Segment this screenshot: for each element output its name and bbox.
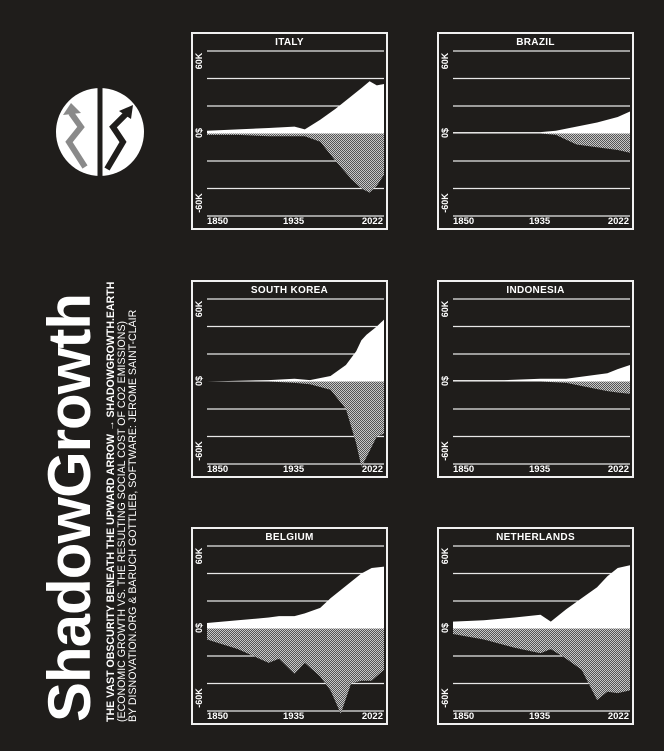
x-label-end: 2022	[607, 216, 629, 227]
x-label-end: 2022	[607, 711, 629, 722]
chart-title: SOUTH KOREA	[250, 285, 329, 296]
chart-title: INDONESIA	[506, 285, 565, 296]
x-label-end: 2022	[607, 464, 629, 475]
y-label-top: 60K	[194, 547, 204, 565]
x-label-start: 1850	[453, 711, 475, 722]
x-label-start: 1850	[453, 464, 475, 475]
chart-panel-netherlands	[437, 527, 634, 725]
chart-panel-south-korea	[191, 280, 388, 478]
x-label-end: 2022	[361, 216, 383, 227]
split-circle-arrows-icon	[55, 87, 145, 177]
subtitle-line-1: THE VAST OBSCURITY BENEATH THE UPWARD ARROW → SHADOWGROWTH.EARTH	[105, 281, 117, 722]
chart-panel-brazil	[437, 32, 634, 230]
page-title: ShadowGrowth	[36, 294, 103, 722]
y-label-zero: 0$	[440, 127, 450, 138]
y-label-bottom: -60K	[440, 688, 450, 708]
chart-plot	[439, 282, 636, 480]
chart-title: ITALY	[275, 37, 304, 48]
shadow-area	[453, 382, 630, 394]
x-label-mid: 1935	[283, 711, 305, 722]
growth-area	[207, 81, 384, 133]
growth-area	[453, 365, 630, 382]
chart-plot	[439, 529, 636, 727]
y-label-top: 60K	[440, 300, 450, 318]
y-label-zero: 0$	[440, 622, 450, 633]
x-label-mid: 1935	[529, 216, 551, 227]
growth-area	[207, 567, 384, 629]
y-label-top: 60K	[440, 52, 450, 70]
y-label-bottom: -60K	[440, 193, 450, 213]
y-label-zero: 0$	[194, 375, 204, 386]
y-label-bottom: -60K	[440, 441, 450, 461]
y-label-top: 60K	[194, 300, 204, 318]
y-label-bottom: -60K	[194, 688, 204, 708]
y-label-top: 60K	[194, 52, 204, 70]
chart-plot	[193, 529, 390, 727]
x-label-end: 2022	[361, 711, 383, 722]
x-label-start: 1850	[207, 711, 229, 722]
shadow-area	[207, 382, 384, 467]
shadow-area	[207, 134, 384, 193]
shadow-area	[207, 629, 384, 714]
x-label-mid: 1935	[283, 464, 305, 475]
x-label-start: 1850	[207, 216, 229, 227]
shadow-area	[453, 629, 630, 701]
growth-area	[453, 565, 630, 628]
chart-title: NETHERLANDS	[496, 532, 575, 543]
x-label-mid: 1935	[529, 711, 551, 722]
x-label-mid: 1935	[529, 464, 551, 475]
chart-plot	[439, 34, 636, 232]
x-label-start: 1850	[207, 464, 229, 475]
subtitle-line-3: BY DISNOVATION.ORG & BARUCH GOTTLIEB, SOFTWARE: JEROME SAINT-CLAIR	[127, 309, 139, 722]
growth-area	[207, 320, 384, 382]
chart-title: BRAZIL	[516, 37, 555, 48]
chart-panel-belgium	[191, 527, 388, 725]
chart-plot	[193, 282, 390, 480]
subtitle	[106, 282, 139, 722]
subtitle-line-2: (ECONOMIC GROWTH VS. THE RESULTING SOCIAL COST OF CO2 EMISSIONS)	[116, 320, 128, 722]
y-label-bottom: -60K	[194, 193, 204, 213]
x-label-mid: 1935	[283, 216, 305, 227]
y-label-zero: 0$	[194, 622, 204, 633]
y-label-zero: 0$	[440, 375, 450, 386]
growth-area	[453, 112, 630, 134]
shadow-area	[453, 134, 630, 153]
y-label-bottom: -60K	[194, 441, 204, 461]
chart-title: BELGIUM	[265, 532, 314, 543]
title-block	[36, 281, 139, 722]
chart-panel-indonesia	[437, 280, 634, 478]
x-label-end: 2022	[361, 464, 383, 475]
x-label-start: 1850	[453, 216, 475, 227]
chart-plot	[193, 34, 390, 232]
chart-panel-italy	[191, 32, 388, 230]
y-label-top: 60K	[440, 547, 450, 565]
y-label-zero: 0$	[194, 127, 204, 138]
